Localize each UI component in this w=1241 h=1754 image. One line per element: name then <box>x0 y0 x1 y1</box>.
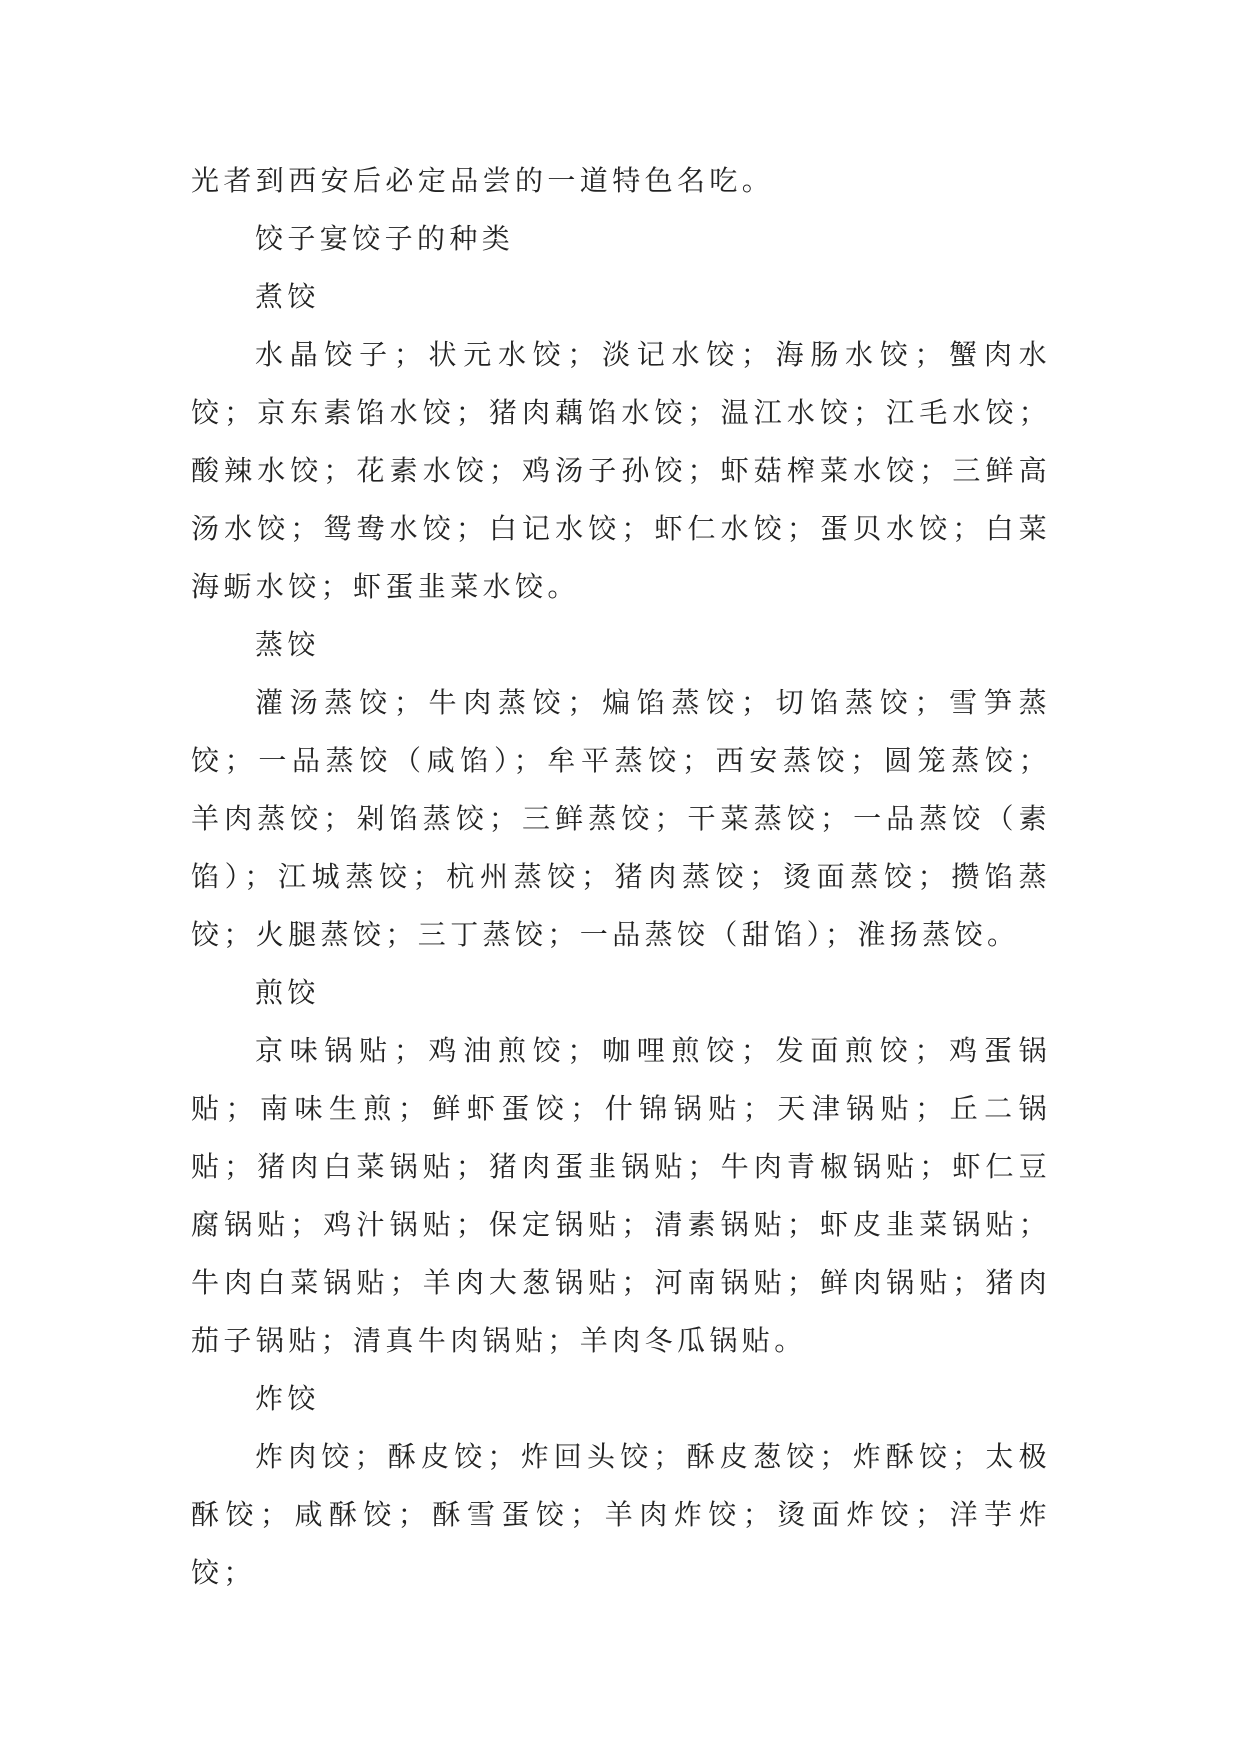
deep-fried-dumplings-list: 炸肉饺；酥皮饺；炸回头饺；酥皮葱饺；炸酥饺；太极酥饺；咸酥饺；酥雪蛋饺；羊肉炸饺；烫面炸饺；洋芋炸饺； <box>191 1440 1051 1589</box>
steamed-dumplings-list: 灌汤蒸饺；牛肉蒸饺；煸馅蒸饺；切馅蒸饺；雪笋蒸饺；一品蒸饺（咸馅）；牟平蒸饺；西安蒸饺；圆笼蒸饺；羊肉蒸饺；剁馅蒸饺；三鲜蒸饺；干菜蒸饺；一品蒸饺（素馅）；江城蒸饺；杭州蒸饺；猪肉蒸饺；烫面蒸饺；攒馅蒸饺；火腿蒸饺；三丁蒸饺；一品蒸饺（甜馅）；淮扬蒸饺。 <box>191 686 1051 951</box>
document-page <box>191 152 1051 1602</box>
body-paragraph: 光者到西安后必定品尝的一道特色名吃。 <box>191 164 775 197</box>
subsection-heading-boiled: 煮饺 <box>255 280 320 313</box>
section-heading: 饺子宴饺子的种类 <box>255 222 515 255</box>
pan-fried-dumplings-list: 京味锅贴；鸡油煎饺；咖哩煎饺；发面煎饺；鸡蛋锅贴；南味生煎；鲜虾蛋饺；什锦锅贴；天津锅贴；丘二锅贴；猪肉白菜锅贴；猪肉蛋韭锅贴；牛肉青椒锅贴；虾仁豆腐锅贴；鸡汁锅贴；保定锅贴；清素锅贴；虾皮韭菜锅贴；牛肉白菜锅贴；羊肉大葱锅贴；河南锅贴；鲜肉锅贴；猪肉茄子锅贴；清真牛肉锅贴；羊肉冬瓜锅贴。 <box>191 1034 1051 1357</box>
subsection-heading-deep-fried: 炸饺 <box>255 1382 320 1415</box>
subsection-heading-pan-fried: 煎饺 <box>255 976 320 1009</box>
boiled-dumplings-list: 水晶饺子；状元水饺；淡记水饺；海肠水饺；蟹肉水饺；京东素馅水饺；猪肉藕馅水饺；温江水饺；江毛水饺；酸辣水饺；花素水饺；鸡汤子孙饺；虾菇榨菜水饺；三鲜高汤水饺；鸳鸯水饺；白记水饺；虾仁水饺；蛋贝水饺；白菜海蛎水饺；虾蛋韭菜水饺。 <box>191 338 1051 603</box>
subsection-heading-steamed: 蒸饺 <box>255 628 320 661</box>
